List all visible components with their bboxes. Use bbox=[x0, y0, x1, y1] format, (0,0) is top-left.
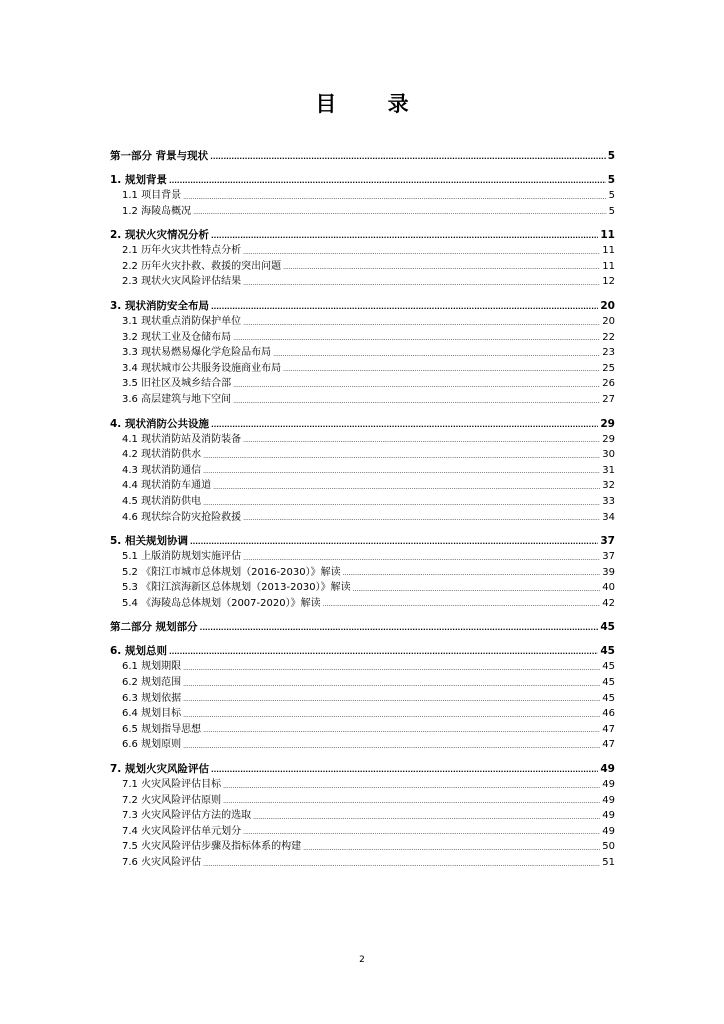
toc-entry-label: 7.1 火灾风险评估目标 bbox=[122, 779, 222, 791]
toc-entry-label: 4.4 现状消防车通道 bbox=[122, 480, 212, 492]
toc-entry-label: 4. 现状消防公共设施 bbox=[110, 417, 209, 430]
toc-entry-label: 5. 相关规划协调 bbox=[110, 535, 188, 548]
toc-dot-leader bbox=[243, 321, 600, 330]
toc-dot-leader bbox=[169, 649, 598, 659]
toc-page-number: 31 bbox=[602, 464, 615, 476]
toc-section-entry[interactable] bbox=[110, 596, 615, 612]
toc-page-number: 26 bbox=[602, 378, 615, 390]
toc-chapter-entry[interactable] bbox=[110, 761, 615, 777]
toc-page-number: 32 bbox=[602, 480, 615, 492]
toc-entry-label: 5.4 《海陵岛总体规划（2007-2020）》解读 bbox=[122, 597, 321, 609]
toc-page-number: 47 bbox=[602, 739, 615, 751]
toc-page-number: 46 bbox=[602, 708, 615, 720]
toc-entry-label: 3.4 现状城市公共服务设施商业布局 bbox=[122, 362, 282, 374]
toc-page-number: 23 bbox=[602, 347, 615, 359]
toc-dot-leader bbox=[233, 336, 600, 345]
toc-entry-label: 6.1 规划期限 bbox=[122, 661, 182, 673]
toc-section-entry[interactable] bbox=[110, 314, 615, 330]
toc-dot-leader bbox=[233, 399, 600, 408]
toc-dot-leader bbox=[243, 281, 600, 290]
toc-section-entry[interactable] bbox=[110, 447, 615, 463]
toc-section-entry[interactable] bbox=[110, 188, 615, 204]
page-title: 目 录 bbox=[315, 92, 431, 116]
toc-page-number: 11 bbox=[602, 260, 615, 272]
toc-entry-label: 3. 现状消防安全布局 bbox=[110, 299, 209, 312]
toc-dot-leader bbox=[183, 195, 607, 204]
toc-dot-leader bbox=[211, 767, 598, 777]
toc-page-number: 25 bbox=[602, 362, 615, 374]
toc-section-entry[interactable] bbox=[110, 463, 615, 479]
toc-entry-label: 4.3 现状消防通信 bbox=[122, 464, 202, 476]
toc-dot-leader bbox=[183, 666, 600, 675]
toc-entry-label: 3.6 高层建筑与地下空间 bbox=[122, 393, 232, 405]
toc-entry-label: 第一部分 背景与现状 bbox=[110, 150, 209, 162]
toc-section-entry[interactable] bbox=[110, 793, 615, 809]
toc-section-entry[interactable] bbox=[110, 824, 615, 840]
toc-section-entry[interactable] bbox=[110, 259, 615, 275]
toc-dot-leader bbox=[213, 485, 600, 494]
toc-page-number: 49 bbox=[602, 779, 615, 791]
toc-entry-label: 6.4 规划目标 bbox=[122, 708, 182, 720]
toc-dot-leader bbox=[243, 516, 600, 525]
toc-page-number: 49 bbox=[602, 810, 615, 822]
toc-dot-leader bbox=[203, 501, 600, 510]
toc-page-number: 12 bbox=[602, 276, 615, 288]
toc-dot-leader bbox=[193, 210, 607, 219]
toc-dot-leader bbox=[211, 233, 598, 243]
toc-entry-label: 2.2 历年火灾扑救、救援的突出问题 bbox=[122, 260, 282, 272]
toc-section-entry[interactable] bbox=[110, 737, 615, 753]
toc-entry-label: 4.2 现状消防供水 bbox=[122, 449, 202, 461]
toc-entry-label: 3.5 旧社区及城乡结合部 bbox=[122, 378, 232, 390]
toc-page-number: 45 bbox=[600, 621, 615, 634]
toc-dot-leader bbox=[183, 682, 600, 691]
table-of-contents bbox=[110, 148, 615, 871]
toc-entry-label: 3.2 现状工业及仓储布局 bbox=[122, 331, 232, 343]
toc-dot-leader bbox=[283, 367, 600, 376]
toc-entry-label: 2.3 现状火灾风险评估结果 bbox=[122, 276, 242, 288]
toc-page-number: 45 bbox=[602, 677, 615, 689]
toc-chapter-entry[interactable] bbox=[110, 227, 615, 243]
toc-page-number: 29 bbox=[602, 433, 615, 445]
toc-entry-label: 3.3 现状易燃易爆化学危险品布局 bbox=[122, 347, 272, 359]
toc-entry-label: 3.1 现状重点消防保护单位 bbox=[122, 315, 242, 327]
toc-section-entry[interactable] bbox=[110, 722, 615, 738]
toc-page-number: 11 bbox=[602, 245, 615, 257]
toc-entry-label: 7.4 火灾风险评估单元划分 bbox=[122, 825, 242, 837]
toc-page-number: 5 bbox=[608, 205, 615, 217]
toc-entry-label: 4.5 现状消防供电 bbox=[122, 495, 202, 507]
toc-section-entry[interactable] bbox=[110, 659, 615, 675]
toc-page-number: 5 bbox=[607, 174, 615, 186]
toc-page-number: 39 bbox=[602, 566, 615, 578]
toc-dot-leader bbox=[323, 602, 601, 611]
toc-section-entry[interactable] bbox=[110, 494, 615, 510]
toc-page-number: 29 bbox=[600, 417, 615, 430]
toc-dot-leader bbox=[203, 862, 600, 871]
toc-entry-label: 6.2 规划范围 bbox=[122, 677, 182, 689]
toc-chapter-entry[interactable] bbox=[110, 416, 615, 432]
toc-entry-label: 7. 规划火灾风险评估 bbox=[110, 763, 209, 776]
toc-entry-label: 6.3 规划依据 bbox=[122, 692, 182, 704]
toc-entry-label: 4.6 现状综合防灾抢险救援 bbox=[122, 511, 242, 523]
toc-page-number: 34 bbox=[602, 511, 615, 523]
toc-entry-label: 7.3 火灾风险评估方法的选取 bbox=[122, 810, 252, 822]
toc-section-entry[interactable] bbox=[110, 478, 615, 494]
toc-dot-leader bbox=[343, 571, 601, 580]
toc-page-number: 37 bbox=[602, 551, 615, 563]
toc-page-number: 49 bbox=[600, 763, 615, 776]
toc-dot-leader bbox=[233, 383, 600, 392]
toc-dot-leader bbox=[183, 744, 600, 753]
toc-dot-leader bbox=[200, 625, 599, 635]
toc-dot-leader bbox=[273, 352, 600, 361]
toc-section-entry[interactable] bbox=[110, 691, 615, 707]
toc-section-entry[interactable] bbox=[110, 330, 615, 346]
toc-dot-leader bbox=[203, 454, 600, 463]
toc-section-entry[interactable] bbox=[110, 510, 615, 526]
toc-dot-leader bbox=[183, 713, 600, 722]
toc-page-number: 5 bbox=[608, 190, 615, 201]
toc-chapter-entry[interactable] bbox=[110, 148, 615, 164]
toc-dot-leader bbox=[223, 799, 600, 808]
toc-section-entry[interactable] bbox=[110, 777, 615, 793]
toc-entry-label: 6. 规划总则 bbox=[110, 645, 167, 658]
toc-section-entry[interactable] bbox=[110, 432, 615, 448]
toc-page-number: 45 bbox=[600, 645, 615, 658]
toc-entry-label: 5.2 《阳江市城市总体规划（2016-2030）》解读 bbox=[122, 566, 341, 578]
toc-entry-label: 7.6 火灾风险评估 bbox=[122, 857, 202, 868]
toc-section-entry[interactable] bbox=[110, 361, 615, 377]
toc-dot-leader bbox=[243, 438, 600, 447]
toc-page-number: 33 bbox=[602, 495, 615, 507]
toc-section-entry[interactable] bbox=[110, 392, 615, 408]
toc-page-number: 45 bbox=[602, 692, 615, 704]
toc-dot-leader bbox=[283, 265, 600, 274]
toc-dot-leader bbox=[183, 697, 600, 706]
toc-section-entry[interactable] bbox=[110, 204, 615, 220]
toc-entry-label: 5.1 上版消防规划实施评估 bbox=[122, 551, 242, 563]
toc-entry-label: 6.6 规划原则 bbox=[122, 739, 182, 751]
toc-page-number: 49 bbox=[602, 825, 615, 837]
toc-entry-label: 1.2 海陵岛概况 bbox=[122, 205, 192, 217]
toc-page-number: 20 bbox=[602, 315, 615, 327]
toc-page-number: 22 bbox=[602, 331, 615, 343]
toc-chapter-entry[interactable] bbox=[110, 298, 615, 314]
page-number: 2 bbox=[359, 955, 365, 965]
toc-section-entry[interactable] bbox=[110, 855, 615, 871]
toc-dot-leader bbox=[223, 784, 600, 793]
toc-dot-leader bbox=[203, 728, 600, 737]
toc-page-number: 37 bbox=[600, 535, 615, 548]
toc-dot-leader bbox=[169, 178, 606, 188]
toc-entry-label: 7.5 火灾风险评估步骤及指标体系的构建 bbox=[122, 841, 302, 853]
toc-page-number: 27 bbox=[602, 393, 615, 405]
toc-dot-leader bbox=[211, 304, 598, 314]
toc-section-entry[interactable] bbox=[110, 549, 615, 565]
toc-dot-leader bbox=[211, 422, 598, 432]
toc-dot-leader bbox=[210, 154, 606, 164]
toc-entry-label: 1.1 项目背景 bbox=[122, 190, 182, 201]
toc-page-number: 50 bbox=[602, 841, 615, 853]
toc-dot-leader bbox=[203, 469, 600, 478]
toc-entry-label: 5.3 《阳江滨海新区总体规划（2013-2030）》解读 bbox=[122, 582, 351, 594]
toc-page-number: 51 bbox=[602, 857, 615, 868]
toc-section-entry[interactable] bbox=[110, 565, 615, 581]
toc-page-number: 11 bbox=[600, 229, 615, 242]
toc-dot-leader bbox=[243, 830, 600, 839]
toc-section-entry[interactable] bbox=[110, 839, 615, 855]
toc-entry-label: 2.1 历年火灾共性特点分析 bbox=[122, 245, 242, 257]
toc-chapter-entry[interactable] bbox=[110, 619, 615, 635]
toc-page-number: 5 bbox=[607, 150, 615, 162]
toc-dot-leader bbox=[353, 587, 601, 596]
toc-section-entry[interactable] bbox=[110, 376, 615, 392]
toc-section-entry[interactable] bbox=[110, 274, 615, 290]
toc-section-entry[interactable] bbox=[110, 808, 615, 824]
toc-page-number: 42 bbox=[602, 597, 615, 609]
toc-section-entry[interactable] bbox=[110, 345, 615, 361]
toc-section-entry[interactable] bbox=[110, 675, 615, 691]
toc-entry-label: 2. 现状火灾情况分析 bbox=[110, 229, 209, 242]
toc-section-entry[interactable] bbox=[110, 580, 615, 596]
toc-chapter-entry[interactable] bbox=[110, 643, 615, 659]
toc-page-number: 49 bbox=[602, 794, 615, 806]
toc-section-entry[interactable] bbox=[110, 706, 615, 722]
toc-entry-label: 第二部分 规划部分 bbox=[110, 621, 198, 634]
toc-dot-leader bbox=[303, 846, 600, 855]
toc-dot-leader bbox=[190, 539, 598, 549]
toc-page-number: 20 bbox=[600, 299, 615, 312]
toc-page-number: 40 bbox=[602, 582, 615, 594]
toc-dot-leader bbox=[243, 556, 600, 565]
toc-dot-leader bbox=[243, 250, 600, 259]
toc-entry-label: 1. 规划背景 bbox=[110, 174, 167, 186]
toc-page-number: 45 bbox=[602, 661, 615, 673]
toc-entry-label: 7.2 火灾风险评估原则 bbox=[122, 794, 222, 806]
toc-page-number: 30 bbox=[602, 449, 615, 461]
toc-page-number: 47 bbox=[602, 723, 615, 735]
toc-entry-label: 6.5 规划指导思想 bbox=[122, 723, 202, 735]
toc-entry-label: 4.1 现状消防站及消防装备 bbox=[122, 433, 242, 445]
toc-chapter-entry[interactable] bbox=[110, 533, 615, 549]
toc-dot-leader bbox=[253, 815, 600, 824]
toc-chapter-entry[interactable] bbox=[110, 172, 615, 188]
toc-section-entry[interactable] bbox=[110, 243, 615, 259]
